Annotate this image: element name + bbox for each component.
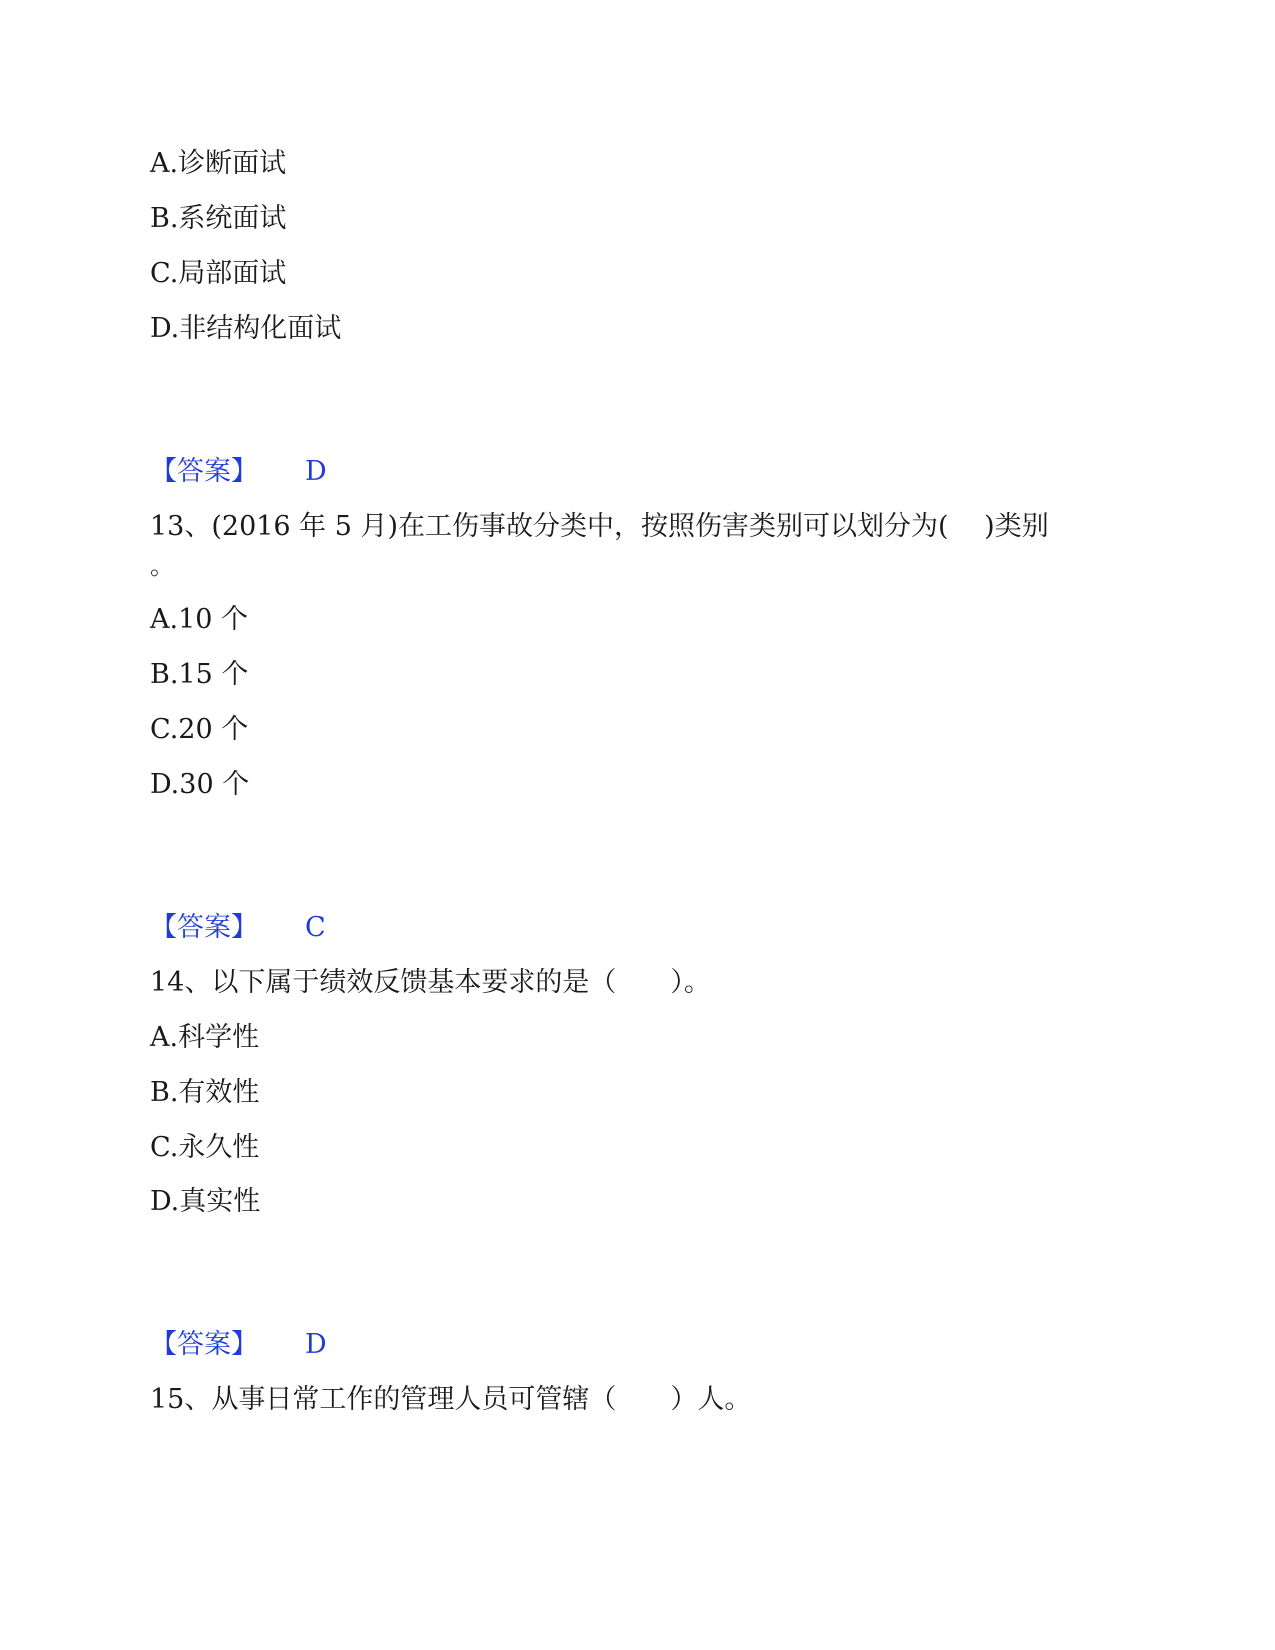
q13-option-a: A.10 个 [150, 604, 249, 635]
q13-option-d: D.30 个 [150, 769, 250, 800]
q14-option-b: B.有效性 [150, 1077, 260, 1108]
q13-answer [150, 910, 326, 946]
q12-option-a: A.诊断面试 [150, 148, 287, 179]
q14-question-text: 14、以下属于绩效反馈基本要求的是（ ）。 [150, 967, 711, 998]
q14-option-c: C.永久性 [150, 1132, 260, 1163]
q12-option-c: C.局部面试 [150, 258, 287, 289]
answer-label: 【答案】 [150, 456, 258, 487]
q13-question-continuation: 。 [150, 552, 174, 580]
answer-label: 【答案】 [150, 912, 258, 943]
q14-answer [150, 1327, 327, 1363]
q12-answer [150, 454, 327, 490]
q13-question-text: 13、(2016 年 5 月)在工伤事故分类中，按照伤害类别可以划分为( )类别 [150, 511, 1049, 542]
answer-value: D [305, 1329, 327, 1360]
q14-option-a: A.科学性 [150, 1022, 260, 1053]
q12-option-d: D.非结构化面试 [150, 313, 342, 344]
answer-value: D [305, 456, 327, 487]
answer-label: 【答案】 [150, 1329, 258, 1360]
q13-option-b: B.15 个 [150, 659, 249, 690]
q14-option-d: D.真实性 [150, 1186, 261, 1217]
q15-question-text: 15、从事日常工作的管理人员可管辖（ ）人。 [150, 1384, 752, 1415]
answer-value: C [305, 912, 326, 943]
q12-option-b: B.系统面试 [150, 203, 287, 234]
q13-option-c: C.20 个 [150, 714, 249, 745]
